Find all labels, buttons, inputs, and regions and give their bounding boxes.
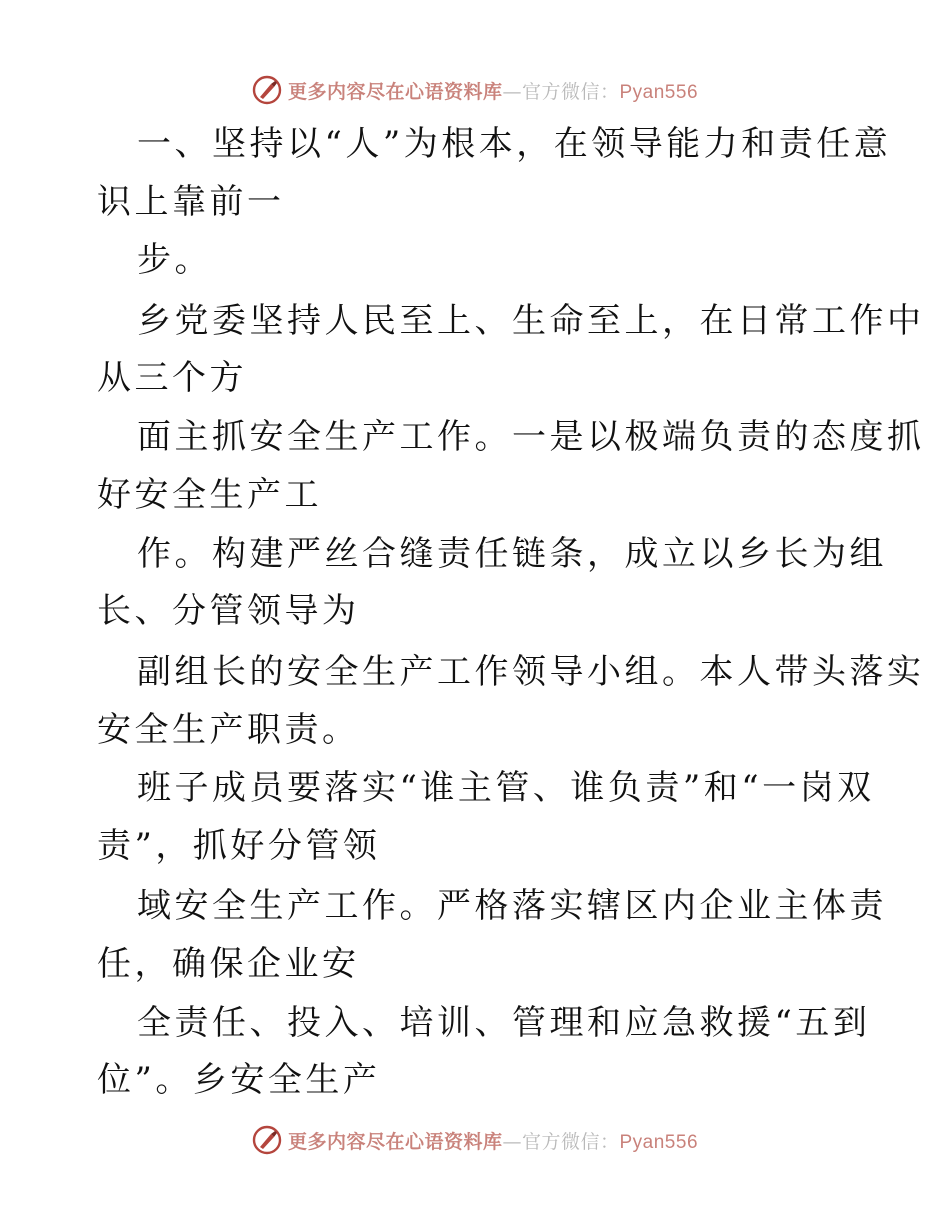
paragraph-4-line-1: 面主抓安全生产工作。一是以极端负责的态度抓 (137, 417, 925, 457)
paragraph-3-line-1: 乡党委坚持人民至上、生命至上，在日常工作中 (137, 301, 925, 341)
paragraph-5-line-2: 长、分管领导为 (97, 591, 360, 631)
wechat-label: 官方微信： (521, 1130, 620, 1153)
paragraph-5-line-1: 作。构建严丝合缝责任链条，成立以乡长为组 (137, 534, 887, 574)
paragraph-3-line-2: 从三个方 (97, 358, 247, 398)
paragraph-1-line-2: 识上靠前一 (97, 182, 285, 222)
paragraph-6-line-1: 副组长的安全生产工作领导小组。本人带头落实 (137, 652, 925, 692)
wechat-id: Pyan556 (619, 81, 699, 103)
footer-watermark-text (288, 1127, 698, 1154)
wechat-label: 官方微信： (521, 80, 620, 103)
header-watermark-text (288, 77, 698, 104)
wechat-id: Pyan556 (619, 1131, 699, 1153)
footer-watermark (0, 1120, 950, 1160)
paragraph-1-line-1: 一、坚持以“人”为根本，在领导能力和责任意 (137, 124, 892, 164)
paragraph-6-line-2: 安全生产职责。 (97, 710, 360, 750)
brand-text: 更多内容尽在心语资料库 (287, 1130, 503, 1153)
paragraph-8-line-1: 域安全生产工作。严格落实辖区内企业主体责 (137, 886, 887, 926)
pen-logo-icon (252, 1125, 282, 1155)
paragraph-9-line-2: 位”。乡安全生产 (97, 1060, 381, 1100)
paragraph-7-line-2: 责”，抓好分管领 (97, 826, 381, 866)
paragraph-8-line-2: 任，确保企业安 (97, 944, 360, 984)
header-watermark (0, 70, 950, 110)
paragraph-7-line-1: 班子成员要落实“谁主管、谁负责”和“一岗双 (137, 768, 875, 808)
pen-logo-icon (252, 75, 282, 105)
brand-text: 更多内容尽在心语资料库 (287, 80, 503, 103)
paragraph-4-line-2: 好安全生产工 (97, 475, 322, 515)
separator: — (502, 80, 522, 103)
paragraph-2-line-1: 步。 (137, 240, 212, 280)
paragraph-9-line-1: 全责任、投入、培训、管理和应急救援“五到 (137, 1003, 871, 1043)
separator: — (502, 1130, 522, 1153)
